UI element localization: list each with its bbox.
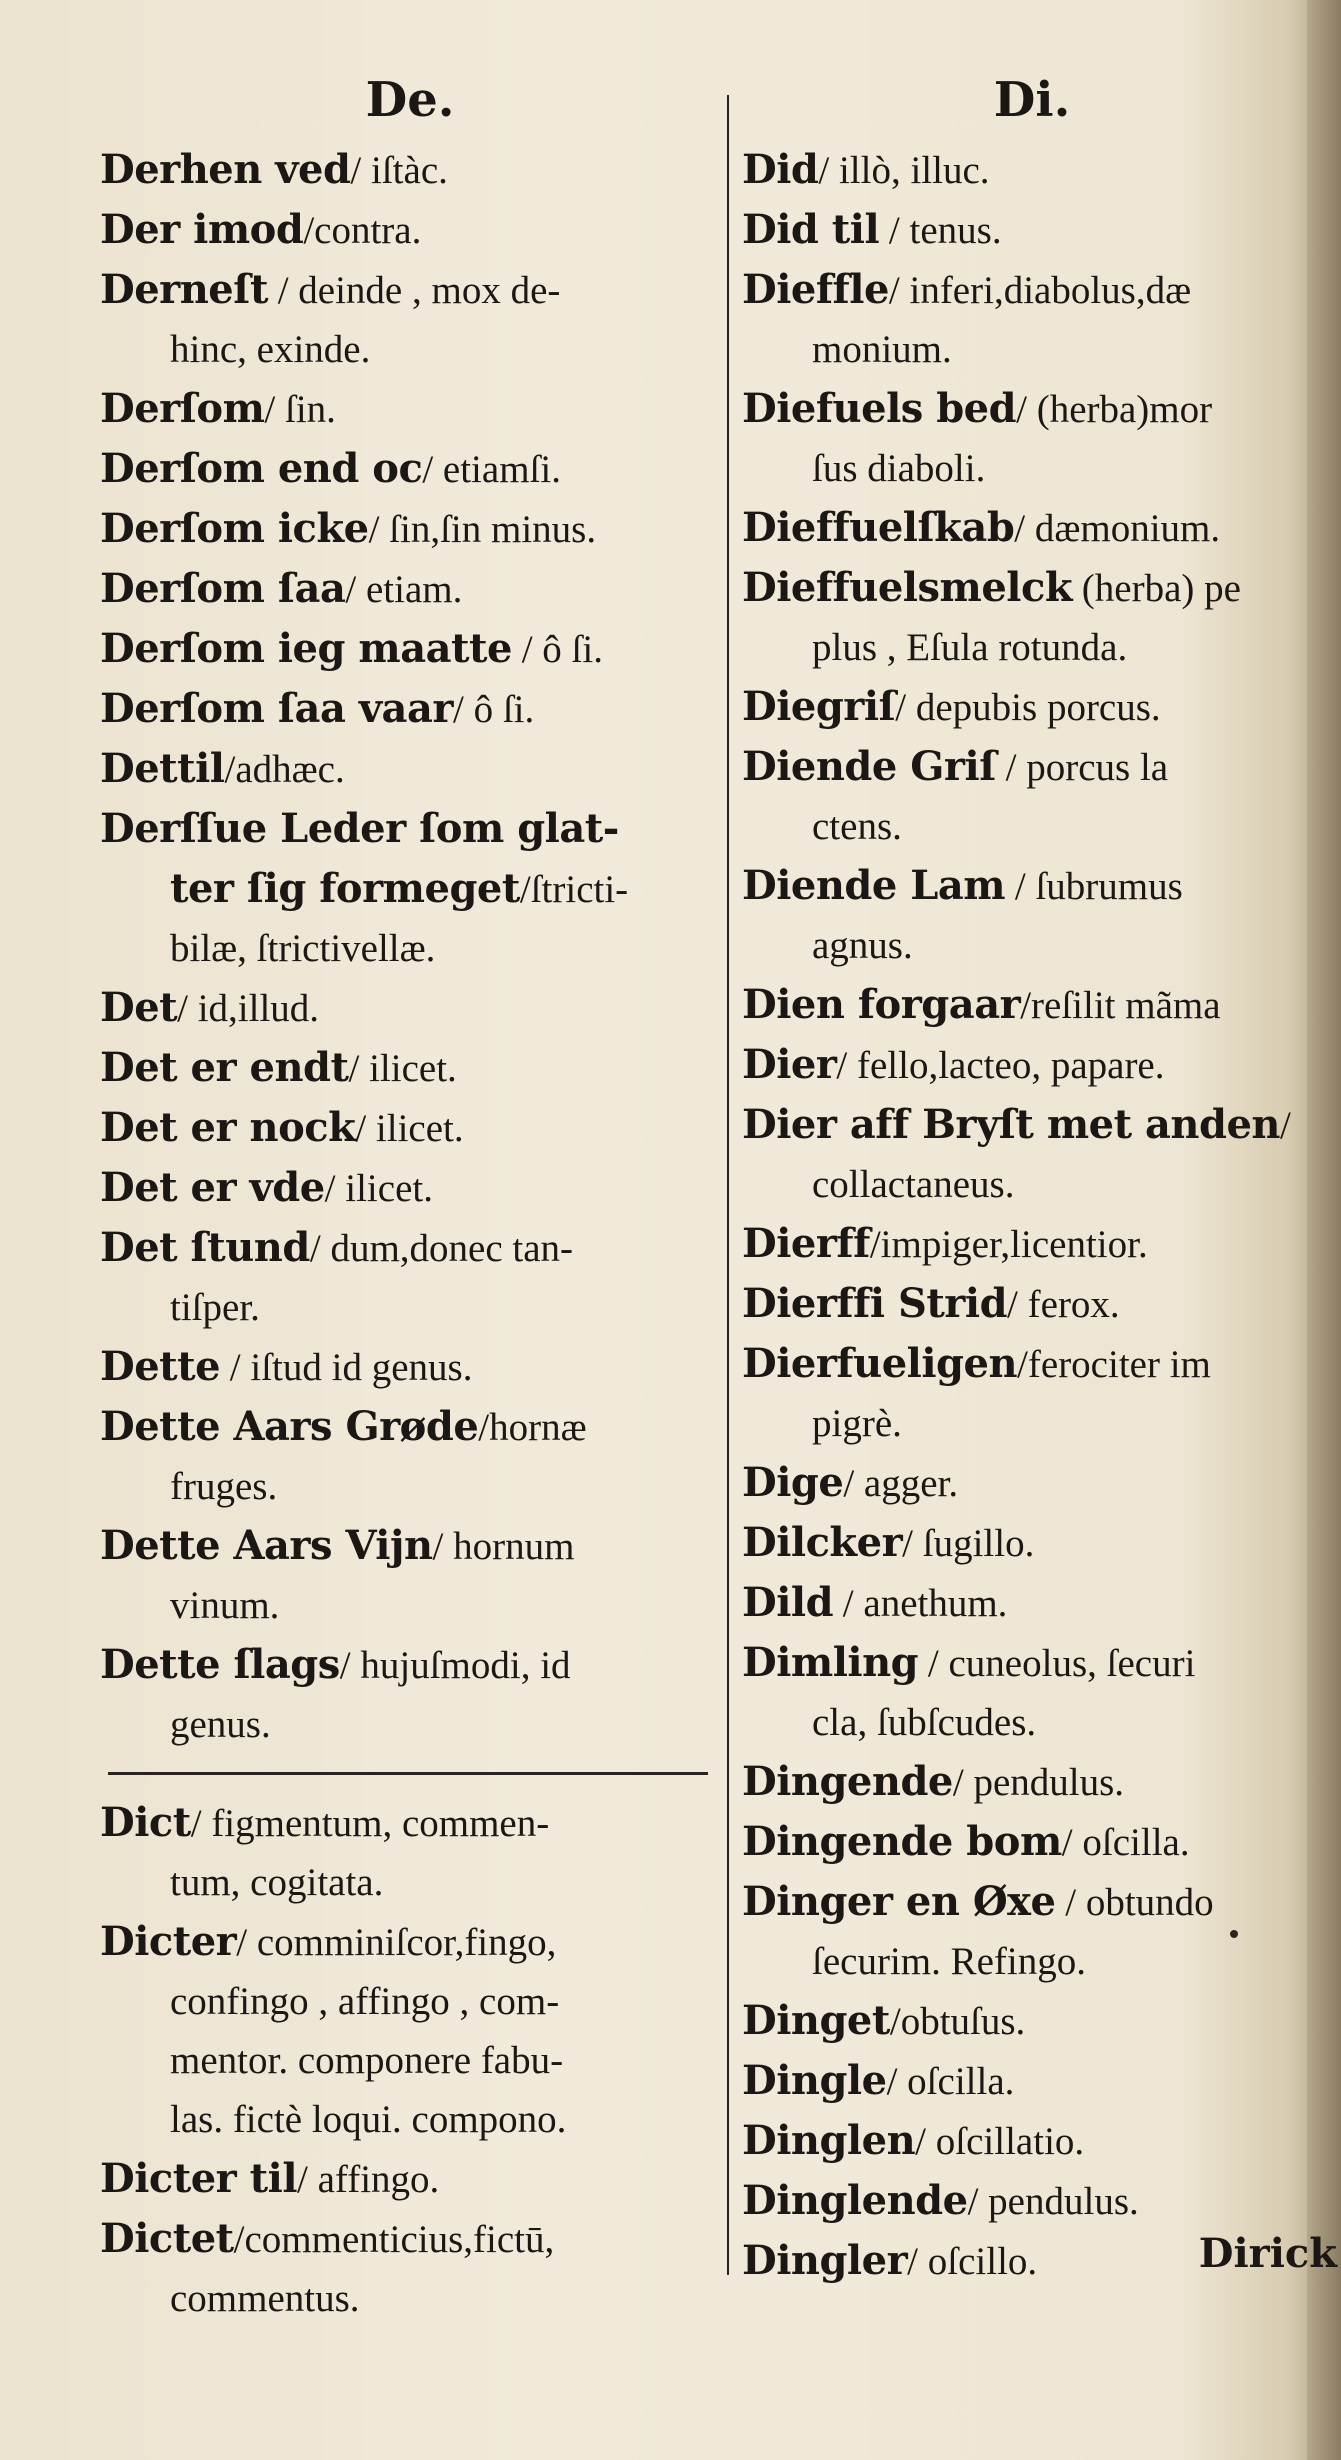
headword: Derſom — [100, 385, 265, 432]
separator: / — [886, 2060, 898, 2103]
dictionary-entry — [100, 739, 720, 799]
entry-line — [742, 856, 1322, 916]
separator: / — [843, 1462, 855, 1505]
dictionary-entry — [100, 1098, 720, 1158]
separator: / — [1061, 1821, 1073, 1864]
translation-continuation: fruges. — [170, 1465, 278, 1508]
entry-line — [100, 1218, 720, 1278]
headword: Derſom icke — [100, 505, 369, 552]
entry-continuation — [100, 1853, 720, 1912]
separator: / — [869, 1223, 881, 1266]
translation-continuation: pigrè. — [812, 1402, 902, 1445]
translation: porcus la — [1016, 746, 1169, 789]
entry-line — [742, 2051, 1322, 2111]
entry-line — [742, 1752, 1322, 1812]
headword: Der imod — [100, 206, 304, 253]
translation: iſtud id genus. — [240, 1346, 473, 1389]
entry-continuation — [100, 1576, 720, 1635]
separator: / — [220, 1346, 241, 1389]
column-divider — [727, 95, 729, 2275]
headword: Dette Aars Vijn — [100, 1522, 433, 1569]
entry-line — [742, 1633, 1322, 1693]
separator: / — [368, 508, 380, 551]
entry-line — [100, 619, 720, 679]
translation: ferociter im — [1027, 1343, 1211, 1386]
separator: / — [350, 149, 362, 192]
separator: / — [190, 1802, 202, 1845]
entry-continuation — [100, 1457, 720, 1516]
translation: agger. — [854, 1462, 959, 1505]
dictionary-entry — [100, 1912, 720, 2149]
translation: contra. — [314, 209, 422, 252]
dictionary-entry — [100, 439, 720, 499]
headword: Dingle — [742, 2057, 887, 2104]
headword: Dierfueligen — [742, 1340, 1018, 1387]
translation: ſubrumus — [1025, 865, 1183, 908]
separator: / — [1280, 1104, 1291, 1147]
entry-line — [100, 200, 720, 260]
dictionary-entry — [742, 558, 1322, 677]
translation: hornum — [443, 1525, 575, 1568]
translation: dum,donec tan- — [320, 1227, 574, 1270]
separator: / — [267, 269, 289, 312]
headword: Dict — [100, 1799, 191, 1846]
headword: Dieffuelſkab — [742, 504, 1015, 551]
entry-continuation — [742, 1693, 1322, 1752]
translation-continuation: commentus. — [170, 2277, 360, 2320]
translation: pendulus. — [978, 2180, 1139, 2223]
headword: Det — [100, 984, 178, 1031]
translation-continuation: monium. — [812, 328, 952, 371]
translation: comminiſcor,fingo, — [247, 1921, 557, 1964]
headword: Dieffle — [742, 266, 889, 313]
separator: / — [264, 388, 276, 431]
translation: obtuſus. — [900, 2000, 1026, 2043]
translation: pendulus. — [963, 1761, 1125, 1804]
entry-line — [100, 1635, 720, 1695]
headword: Did — [742, 146, 819, 193]
separator: / — [339, 1644, 351, 1687]
dictionary-entry — [742, 975, 1322, 1035]
left-column — [100, 60, 720, 2328]
headword: Dicter til — [100, 2155, 298, 2202]
translation: ſin,ſin minus. — [379, 508, 597, 551]
left-running-header: De. — [365, 72, 455, 128]
dictionary-entry — [100, 1793, 720, 1912]
dictionary-entry — [742, 140, 1322, 200]
headword: Dimling — [742, 1639, 919, 1686]
dictionary-entry — [742, 2051, 1322, 2111]
headword: Det ſtund — [100, 1224, 310, 1271]
headword: Dinget — [742, 1997, 890, 2044]
separator: / — [1014, 507, 1026, 550]
separator: / — [836, 1044, 848, 1087]
translation-continuation: cla, ſubſcudes. — [812, 1701, 1037, 1744]
dictionary-entry — [742, 2171, 1322, 2231]
headword: Dier aff Bryſt met anden — [742, 1101, 1280, 1148]
headword: Dictet — [100, 2215, 234, 2262]
headword: Derſom ſaa vaar — [100, 685, 453, 732]
entry-line — [100, 1158, 720, 1218]
headword: Dingende bom — [742, 1818, 1062, 1865]
dictionary-entry — [742, 1334, 1322, 1453]
separator: / — [889, 2000, 901, 2043]
translation: adhæc. — [235, 748, 345, 791]
entry-line — [742, 737, 1322, 797]
dictionary-entry — [742, 1752, 1322, 1812]
separator: / — [888, 269, 900, 312]
headword: Dingende — [742, 1758, 953, 1805]
entry-line — [100, 679, 720, 739]
entry-line — [742, 1095, 1322, 1155]
dictionary-entry — [742, 1513, 1322, 1573]
entry-line — [742, 1035, 1322, 1095]
separator: / — [511, 628, 533, 671]
translation: inferi,diabolus,dæ — [899, 269, 1192, 312]
dictionary-entry — [742, 1812, 1322, 1872]
separator: / — [324, 1167, 336, 1210]
dictionary-entry — [100, 2209, 720, 2328]
translation-continuation: bilæ, ſtrictivellæ. — [170, 927, 436, 970]
translation: dæmonium. — [1025, 507, 1221, 550]
section-rule — [108, 1772, 708, 1775]
translation: ferox. — [1017, 1283, 1120, 1326]
entry-line — [742, 498, 1322, 558]
dictionary-entry — [100, 1397, 720, 1516]
separator: / — [895, 686, 907, 729]
separator: / — [303, 209, 315, 252]
entry-continuation — [100, 320, 720, 379]
dictionary-entry — [100, 799, 720, 978]
entry-line — [742, 1513, 1322, 1573]
entry-line — [100, 140, 720, 200]
headword-continuation: ter ſig formeget — [170, 865, 520, 912]
translation: commenticius,fictū, — [244, 2218, 555, 2261]
headword: Derſſue Leder ſom glat- — [100, 805, 619, 852]
headword: Derhen ved — [100, 146, 351, 193]
headword: Det er vde — [100, 1164, 325, 1211]
left-entries-section-2 — [100, 1793, 720, 2328]
entry-line — [100, 2149, 720, 2209]
headword: Derſom ſaa — [100, 565, 346, 612]
translation: hujuſmodi, id — [350, 1644, 571, 1687]
separator: / — [478, 1406, 490, 1449]
headword: Diende Griſ — [742, 743, 996, 790]
dictionary-entry — [742, 498, 1322, 558]
headword: Dige — [742, 1459, 844, 1506]
translation: ô ſi. — [532, 628, 603, 671]
translation: deinde , mox de- — [288, 269, 561, 312]
separator: / — [236, 1921, 248, 1964]
dictionary-entry — [742, 1991, 1322, 2051]
translation: (herba) pe — [1072, 567, 1241, 610]
dictionary-entry — [742, 1633, 1322, 1752]
translation-continuation: mentor. componere fabu- — [170, 2039, 564, 2082]
headword: Dinglende — [742, 2177, 968, 2224]
entry-line — [742, 1991, 1322, 2051]
separator: / — [818, 149, 830, 192]
entry-line — [742, 2111, 1322, 2171]
headword: Det er nock — [100, 1104, 356, 1151]
translation: depubis porcus. — [906, 686, 1161, 729]
translation: oſcilla. — [1072, 1821, 1190, 1864]
entry-line — [100, 978, 720, 1038]
entry-continuation — [742, 797, 1322, 856]
entry-line — [100, 559, 720, 619]
translation: hornæ — [489, 1406, 587, 1449]
headword: Dilcker — [742, 1519, 903, 1566]
headword: Dier — [742, 1041, 837, 1088]
translation: id,illud. — [187, 987, 320, 1030]
translation-continuation: /ſtricti- — [519, 868, 629, 911]
dictionary-entry — [100, 1635, 720, 1754]
entry-continuation — [100, 2269, 720, 2328]
dictionary-entry — [742, 1573, 1322, 1633]
separator: / — [907, 2240, 918, 2283]
entry-line — [742, 1573, 1322, 1633]
headword: Dingler — [742, 2237, 908, 2284]
translation-continuation: ſecurim. Refingo. — [812, 1940, 1087, 1983]
headword: Dien forgaar — [742, 981, 1021, 1028]
entry-continuation — [742, 1394, 1322, 1453]
dictionary-entry — [100, 559, 720, 619]
separator: / — [967, 2180, 979, 2223]
translation: ilicet. — [335, 1167, 433, 1210]
dictionary-entry — [100, 1038, 720, 1098]
entry-line — [100, 1397, 720, 1457]
entry-continuation — [742, 618, 1322, 677]
translation-continuation: vinum. — [170, 1584, 280, 1627]
separator: / — [432, 1525, 444, 1568]
separator: / — [309, 1227, 321, 1270]
separator: / — [918, 1642, 939, 1685]
dictionary-entry — [100, 2149, 720, 2209]
entry-line — [742, 200, 1322, 260]
translation: ilicet. — [366, 1107, 464, 1150]
headword: Diegriſ — [742, 683, 896, 730]
separator: / — [233, 2218, 245, 2261]
entry-continuation — [100, 1278, 720, 1337]
entry-line — [742, 558, 1322, 618]
entry-line — [742, 260, 1322, 320]
dictionary-entry — [100, 619, 720, 679]
entry-line — [100, 499, 720, 559]
entry-line — [742, 140, 1322, 200]
entry-line — [742, 1872, 1322, 1932]
translation-continuation: agnus. — [812, 924, 913, 967]
headword: Dette ſlags — [100, 1641, 340, 1688]
dictionary-entry — [100, 1516, 720, 1635]
dictionary-entry — [742, 856, 1322, 975]
translation: ô ſi. — [463, 688, 535, 731]
separator: / — [995, 746, 1017, 789]
translation: ſugillo. — [913, 1522, 1035, 1565]
entry-continuation — [100, 859, 720, 919]
translation: (herba)mor — [1026, 388, 1213, 431]
translation-continuation: hinc, exinde. — [170, 328, 371, 371]
translation: tenus. — [899, 209, 1002, 252]
dictionary-entry — [742, 1035, 1322, 1095]
entry-line — [100, 1912, 720, 1972]
entry-continuation — [100, 1695, 720, 1754]
entry-line — [100, 260, 720, 320]
translation-continuation: tiſper. — [170, 1286, 260, 1329]
translation-continuation: plus , Eſula rotunda. — [812, 626, 1128, 669]
separator: / — [355, 1107, 367, 1150]
headword: Derſom ieg maatte — [100, 625, 512, 672]
translation: etiam. — [356, 568, 463, 611]
translation: ſin. — [275, 388, 336, 431]
translation-continuation: collactaneus. — [812, 1163, 1015, 1206]
separator: / — [1055, 1881, 1077, 1924]
entry-line — [742, 1453, 1322, 1513]
translation-continuation: ſus diaboli. — [812, 447, 986, 490]
headword: Dild — [742, 1579, 834, 1626]
separator: / — [1020, 984, 1032, 1027]
headword: Did til — [742, 206, 880, 253]
translation-continuation: ctens. — [812, 805, 902, 848]
catchword: Dirick — [1198, 2230, 1337, 2277]
headword: Derneſt — [100, 266, 268, 313]
translation: ilicet. — [359, 1047, 457, 1090]
translation: cuneolus, ſecuri — [938, 1642, 1196, 1685]
right-running-header: Di. — [993, 72, 1071, 128]
separator: / — [1017, 1343, 1028, 1386]
entry-line — [100, 439, 720, 499]
entry-line — [100, 2209, 720, 2269]
dictionary-entry — [100, 1337, 720, 1397]
translation: affingo. — [307, 2158, 440, 2201]
dictionary-entry — [742, 379, 1322, 498]
entry-line — [742, 379, 1322, 439]
dictionary-entry — [100, 140, 720, 200]
translation: fello,lacteo, papare. — [847, 1044, 1165, 1087]
dictionary-entry — [742, 737, 1322, 856]
translation: oſcillatio. — [926, 2120, 1085, 2163]
headword: Dinger en Øxe — [742, 1878, 1056, 1925]
entry-line — [742, 677, 1322, 737]
translation: iſtàc. — [361, 149, 448, 192]
headword: Diende Lam — [742, 862, 1006, 909]
separator: / — [902, 1522, 914, 1565]
right-column — [742, 60, 1322, 2291]
entry-line — [100, 1038, 720, 1098]
translation-continuation: confingo , affingo , com- — [170, 1980, 560, 2023]
separator: / — [952, 1761, 964, 1804]
ink-spot — [1230, 1930, 1238, 1938]
separator: / — [1005, 865, 1026, 908]
headword: Dinglen — [742, 2117, 916, 2164]
entry-line — [742, 1274, 1322, 1334]
entry-continuation — [742, 1155, 1322, 1214]
dictionary-entry — [100, 1158, 720, 1218]
dictionary-entry — [100, 200, 720, 260]
headword: Det er endt — [100, 1044, 349, 1091]
right-entries — [742, 140, 1322, 2291]
separator: / — [345, 568, 357, 611]
entry-line — [100, 1337, 720, 1397]
separator: / — [422, 448, 434, 491]
dictionary-entry — [742, 1095, 1322, 1214]
dictionary-entry — [100, 379, 720, 439]
entry-line — [100, 739, 720, 799]
headword: Dette — [100, 1343, 221, 1390]
dictionary-entry — [100, 1218, 720, 1337]
headword: Derſom end oc — [100, 445, 423, 492]
separator: / — [297, 2158, 308, 2201]
headword: Diefuels bed — [742, 385, 1017, 432]
entry-line — [742, 1812, 1322, 1872]
entry-continuation — [742, 1932, 1322, 1991]
separator: / — [177, 987, 188, 1030]
headword: Dierffi Strid — [742, 1280, 1008, 1327]
translation-continuation: genus. — [170, 1703, 271, 1746]
translation: oſcillo. — [918, 2240, 1038, 2283]
entry-line — [100, 1516, 720, 1576]
dictionary-entry — [742, 1453, 1322, 1513]
left-entries — [100, 140, 720, 1754]
dictionary-entry — [742, 1214, 1322, 1274]
entry-continuation — [742, 439, 1322, 498]
dictionary-entry — [742, 1274, 1322, 1334]
headword: Dierff — [742, 1220, 870, 1267]
separator: / — [833, 1582, 854, 1625]
entry-continuation — [100, 1972, 720, 2031]
separator: / — [879, 209, 900, 252]
separator: / — [452, 688, 464, 731]
entry-continuation — [742, 320, 1322, 379]
separator: / — [1007, 1283, 1018, 1326]
entry-continuation — [742, 916, 1322, 975]
dictionary-entry — [100, 260, 720, 379]
dictionary-entry — [100, 679, 720, 739]
translation: figmentum, commen- — [201, 1802, 550, 1845]
entry-line — [742, 2171, 1322, 2231]
entry-line — [742, 1334, 1322, 1394]
translation: reſilit mãma — [1031, 984, 1221, 1027]
translation: illò, illuc. — [829, 149, 990, 192]
dictionary-entry — [742, 677, 1322, 737]
headword: Dettil — [100, 745, 225, 792]
separator: / — [915, 2120, 927, 2163]
translation: obtundo — [1076, 1881, 1214, 1924]
headword: Dicter — [100, 1918, 237, 1965]
dictionary-entry — [100, 499, 720, 559]
entry-line — [742, 975, 1322, 1035]
dictionary-entry — [100, 978, 720, 1038]
headword: Dette Aars Grøde — [100, 1403, 479, 1450]
dictionary-entry — [742, 260, 1322, 379]
translation: impiger,licentior. — [880, 1223, 1148, 1266]
translation-continuation: tum, cogitata. — [170, 1861, 384, 1904]
translation: anethum. — [853, 1582, 1008, 1625]
entry-line — [100, 799, 720, 859]
entry-line — [100, 1793, 720, 1853]
entry-line — [742, 1214, 1322, 1274]
headword: Dieffuelsmelck — [742, 564, 1073, 611]
dictionary-entry — [742, 2111, 1322, 2171]
translation-continuation: las. fictè loqui. compono. — [170, 2098, 567, 2141]
separator: / — [348, 1047, 360, 1090]
dictionary-entry — [742, 200, 1322, 260]
translation: oſcilla. — [897, 2060, 1015, 2103]
translation: etiamſi. — [433, 448, 561, 491]
entry-line — [100, 1098, 720, 1158]
entry-line — [100, 379, 720, 439]
separator: / — [1016, 388, 1027, 431]
separator: / — [224, 748, 236, 791]
